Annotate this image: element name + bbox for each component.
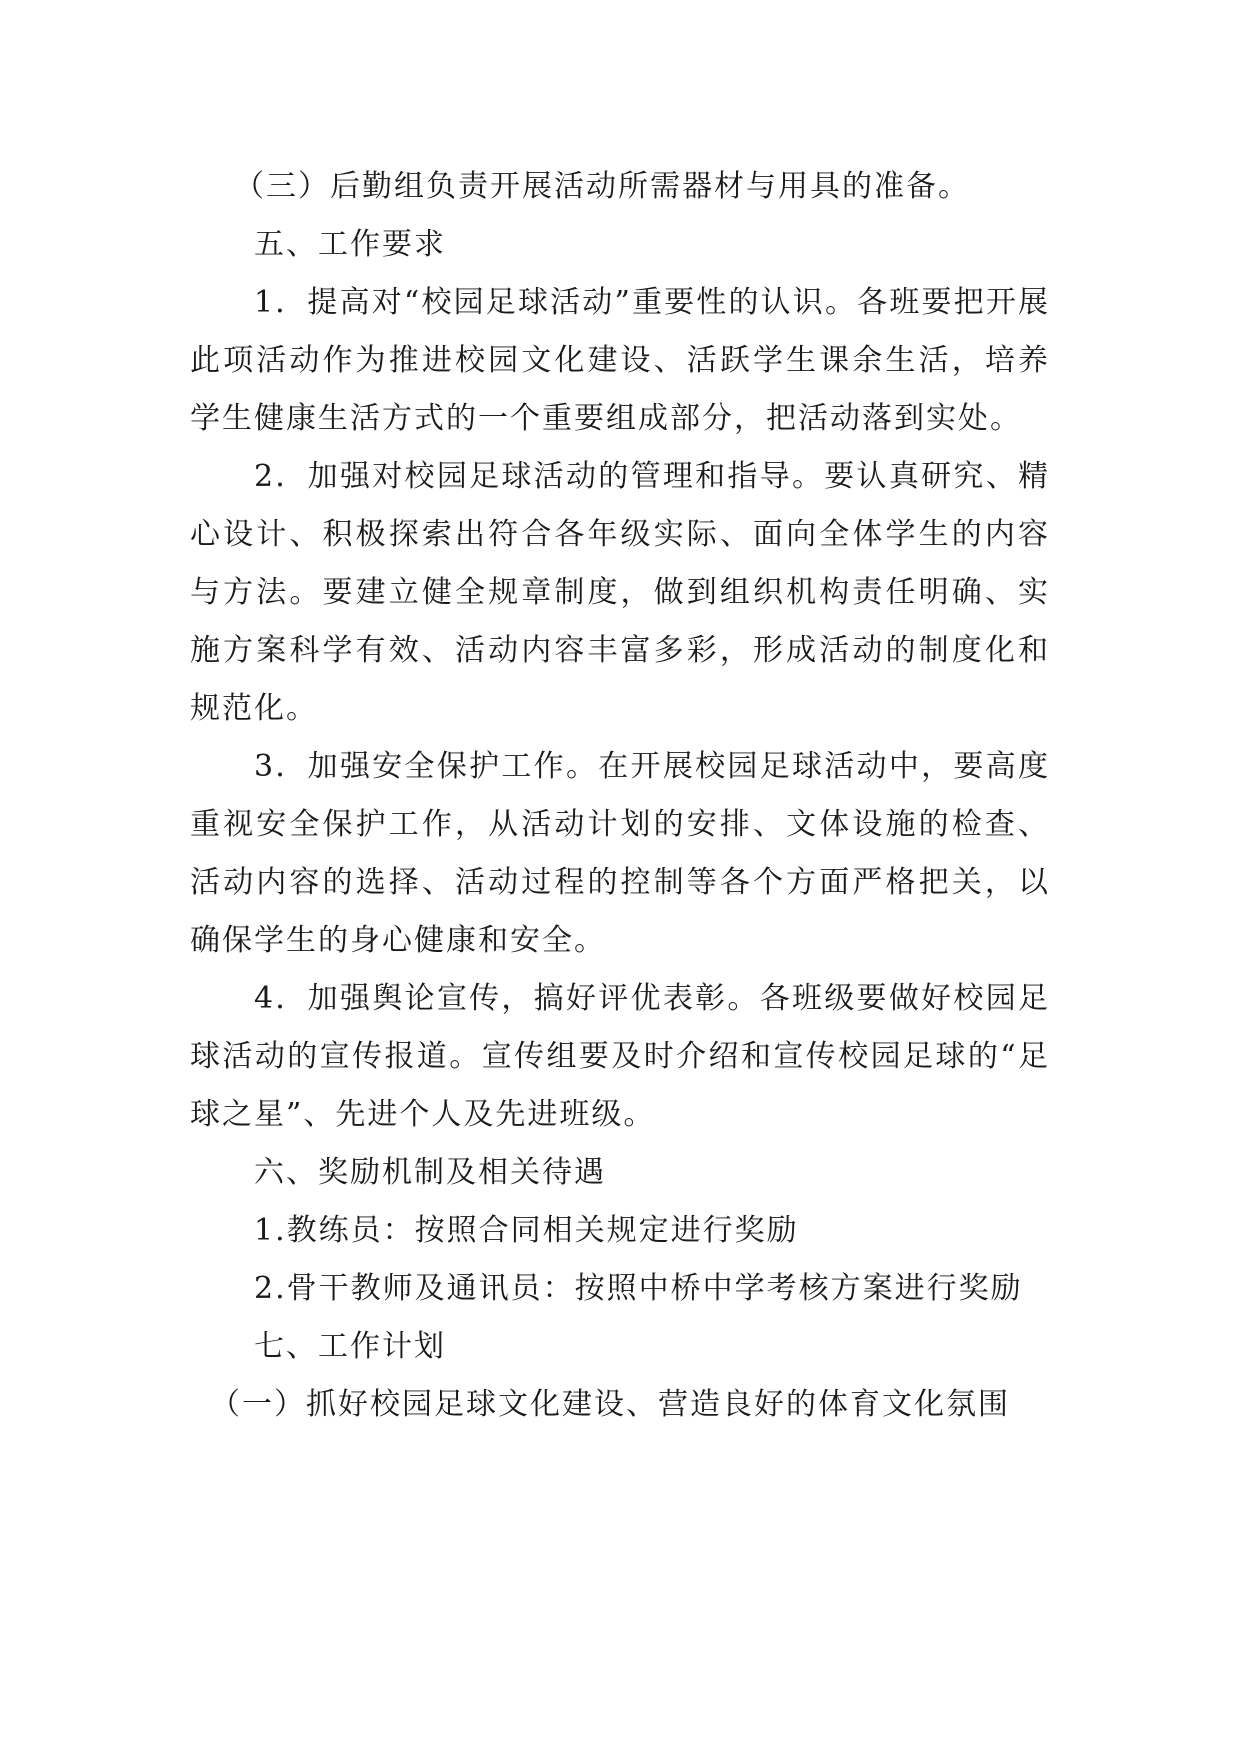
paragraph-requirement-1: 1．提高对“校园足球活动”重要性的认识。各班要把开展此项活动作为推进校园文化建设、活跃学生课余生活，培养学生健康生活方式的一个重要组成部分，把活动落到实处。 bbox=[190, 285, 1050, 436]
paragraph-reward-teachers: 2.骨干教师及通讯员：按照中桥中学考核方案进行奖励 bbox=[254, 1271, 1023, 1306]
paragraph-requirement-2: 2．加强对校园足球活动的管理和指导。要认真研究、精心设计、积极探索出符合各年级实际、面向全体学生的内容与方法。要建立健全规章制度，做到组织机构责任明确、实施方案科学有效、活动内容丰富多彩，形成活动的制度化和规范化。 bbox=[190, 459, 1050, 726]
paragraph-logistics-group: （三）后勤组负责开展活动所需器材与用具的准备。 bbox=[234, 169, 970, 204]
heading-rewards: 六、奖励机制及相关待遇 bbox=[254, 1155, 606, 1190]
paragraph-plan-1: （一）抓好校园足球文化建设、营造良好的体育文化氛围 bbox=[210, 1387, 1010, 1422]
paragraph-requirement-4: 4．加强舆论宣传，搞好评优表彰。各班级要做好校园足球活动的宣传报道。宣传组要及时介绍和宣传校园足球的“足球之星”、先进个人及先进班级。 bbox=[190, 981, 1050, 1132]
paragraph-requirement-3: 3．加强安全保护工作。在开展校园足球活动中，要高度重视安全保护工作，从活动计划的安排、文体设施的检查、活动内容的选择、活动过程的控制等各个方面严格把关，以确保学生的身心健康和安全。 bbox=[190, 749, 1050, 958]
document-body bbox=[190, 158, 1050, 1434]
heading-work-requirements: 五、工作要求 bbox=[254, 227, 446, 262]
heading-work-plan: 七、工作计划 bbox=[254, 1329, 446, 1364]
paragraph-reward-coach: 1.教练员：按照合同相关规定进行奖励 bbox=[254, 1213, 799, 1248]
